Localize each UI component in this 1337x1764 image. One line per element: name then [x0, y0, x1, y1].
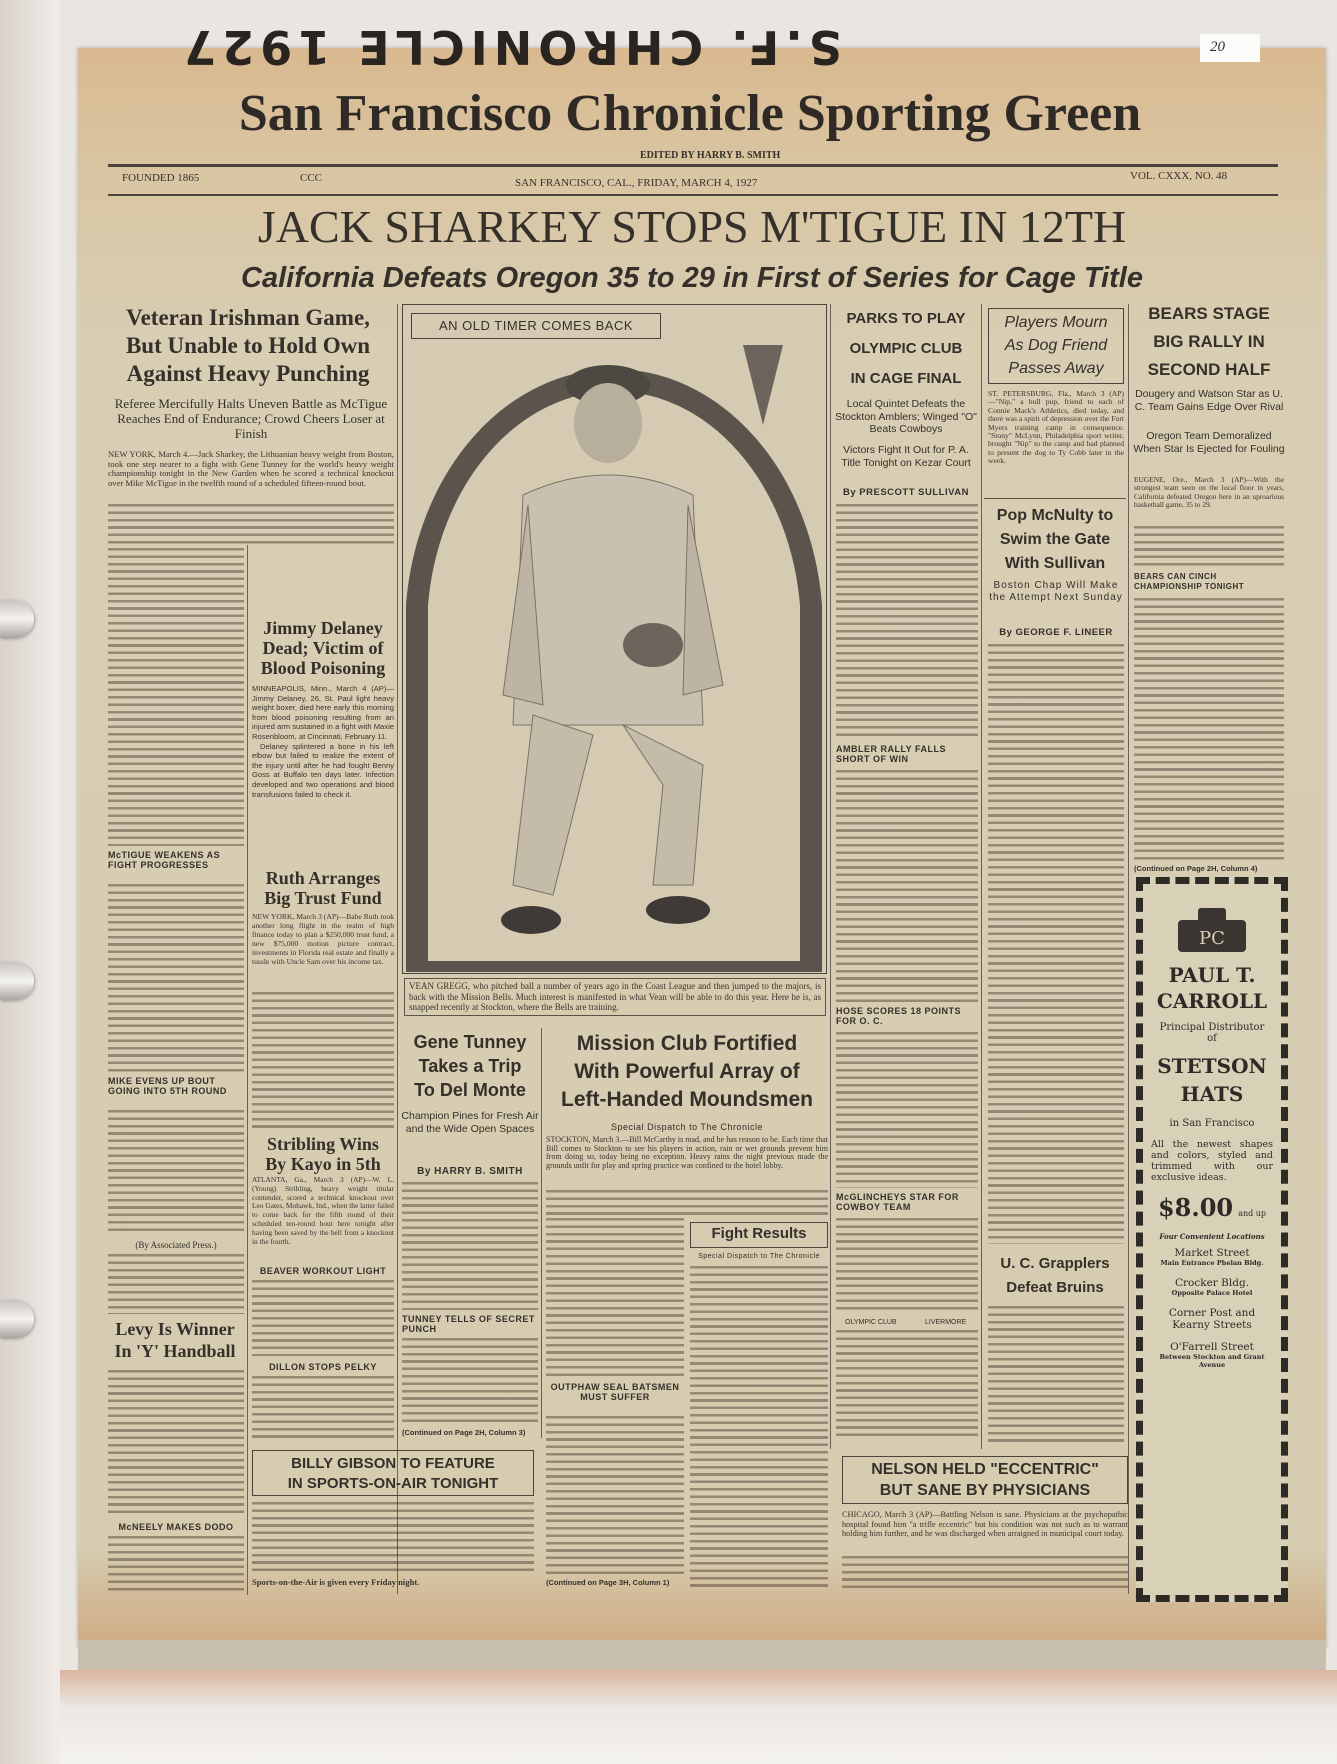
- bears-body-text: [1134, 598, 1284, 860]
- tunney-subhead: TUNNEY TELLS OF SECRET PUNCH: [402, 1314, 535, 1334]
- ruth-body: NEW YORK, March 3 (AP)—Babe Ruth took another long flight in the realm of high finance today to plan a $250,000 trust fund, a new $75,000 motion picture contract, investments in Florida real estate and finally a tussle with Uncle Sam over his income tax.: [252, 912, 394, 966]
- headline-line: U. C. Grapplers: [1000, 1255, 1110, 1272]
- mission-body-text: [546, 1190, 828, 1216]
- fight-results-dispatch: Special Dispatch to The Chronicle: [698, 1253, 820, 1260]
- sharkey-subhead: McTIGUE WEAKENS AS FIGHT PROGRESSES: [108, 850, 221, 870]
- headline-line: Blood Poisoning: [260, 658, 386, 678]
- beaver-body-text: [252, 1280, 394, 1356]
- mission-headline: [544, 1030, 830, 1114]
- ruth-headline: [250, 868, 396, 908]
- fight-results-box: Fight Results: [690, 1222, 828, 1248]
- column-rule: [247, 545, 248, 1595]
- volume-label: VOL. CXXX, NO. 48: [1130, 170, 1228, 182]
- delaney-headline: [250, 618, 396, 678]
- ad-name-line: CARROLL: [1156, 989, 1268, 1013]
- ad-location-name: Crocker Bldg.: [1174, 1277, 1250, 1289]
- bears-subhead: BEARS CAN CINCH CHAMPIONSHIP TONIGHT: [1134, 572, 1245, 591]
- parks-body-text: [836, 770, 978, 1002]
- glove: [623, 623, 683, 667]
- grapplers-headline: [984, 1252, 1126, 1300]
- headline-line: Against Heavy Punching: [126, 361, 370, 386]
- headline-line: BILLY GIBSON TO FEATURE: [291, 1455, 495, 1472]
- stetson-hats-ad: [1136, 877, 1288, 1602]
- headline-line: Defeat Bruins: [1006, 1279, 1104, 1296]
- column-rule: [1128, 304, 1129, 1594]
- headline-line: Veteran Irishman Game,: [126, 305, 370, 330]
- fight-results-text: [690, 1266, 828, 1590]
- tunney-byline: By HARRY B. SMITH: [417, 1166, 523, 1177]
- paragraph: MINNEAPOLIS, Minn., March 4 (AP)—Jimmy Delaney, 26, St. Paul light heavy weight boxer, died here early this morning from blood poisoning resulting from an injured arm sustained in a fight with Maxie Rosenbloom, at Cincinnati, February 11.: [252, 684, 394, 741]
- mourn-headline: [989, 311, 1123, 380]
- ad-location-detail: Between Stockton and Grant Avenue: [1159, 1353, 1265, 1369]
- parks-deck: Local Quintet Defeats the Stockton Amblers; Winged "O" Beats Cowboys: [835, 398, 977, 435]
- mission-body-text: [546, 1218, 684, 1378]
- headline-line: IN CAGE FINAL: [850, 370, 962, 387]
- founded-label: FOUNDED 1865: [122, 172, 200, 184]
- tunney-deck: Champion Pines for Fresh Air and the Wide Open Spaces: [401, 1110, 539, 1135]
- gibson-tail: Sports-on-the-Air is given every Friday night.: [252, 1577, 420, 1587]
- gibson-headline: [252, 1450, 534, 1496]
- photo-image: [403, 305, 825, 972]
- beaver-subhead: BEAVER WORKOUT LIGHT: [259, 1266, 387, 1276]
- bears-body-text: [1134, 526, 1284, 568]
- ad-location-detail: Main Entrance Phelan Bldg.: [1160, 1259, 1264, 1267]
- headline-line: Stribling Wins: [267, 1134, 379, 1154]
- crown-logo-icon: [1172, 904, 1252, 956]
- main-headline: JACK SHARKEY STOPS M'TIGUE IN 12TH: [257, 201, 1127, 252]
- stribling-body: ATLANTA, Ga., March 3 (AP)—W. L. (Young) Stribling, heavy weight titular contender, scored a technical knockout over Leo Gates, Mohawk, Ind., when the latter failed to come back for the fifth round of their scheduled ten-round bout here tonight after having been saved by the bell from a knockout in the fourth.: [252, 1175, 394, 1246]
- ad-price: $8.00: [1157, 1193, 1234, 1222]
- nelson-body-text: [842, 1556, 1128, 1588]
- mission-subhead: OUTPHAW SEAL BATSMEN MUST SUFFER: [550, 1382, 680, 1402]
- mission-continued: (Continued on Page 3H, Column 1): [546, 1578, 670, 1587]
- tunney-body-text: [402, 1338, 538, 1426]
- ad-location-name: Corner Post and Kearny Streets: [1168, 1307, 1256, 1331]
- photo-caption: VEAN GREGG, who pitched ball a number of years ago in the Coast League and then jumped to the majors, is back with the Mission Bells. Much interest is manifested in what Vean will be able to do this year. Here he is, as snapped recently at Stockton, where the Bells are training.: [404, 978, 826, 1016]
- divider: [108, 164, 1278, 167]
- parks-headline: [832, 304, 980, 394]
- photo-vean-gregg: [402, 304, 827, 974]
- headline-line: To Del Monte: [414, 1080, 526, 1100]
- headline-line: Passes Away: [1008, 360, 1104, 377]
- headline-line: NELSON HELD "ECCENTRIC": [871, 1461, 1099, 1478]
- bears-lead: EUGENE, Ore., March 3 (AP)—With the strongest team seen on the local floor in years, California defeated Oregon here in an uproarious basketball game, 35 to 29.: [1134, 475, 1284, 510]
- masthead-title: San Francisco Chronicle Sporting Green: [238, 85, 1142, 142]
- tunney-continued: (Continued on Page 2H, Column 3): [402, 1428, 526, 1437]
- mourn-headline-box: [988, 308, 1124, 384]
- headline-line: But Unable to Hold Own: [125, 333, 371, 358]
- headline-line: Players Mourn: [1004, 314, 1108, 331]
- headline-line: SECOND HALF: [1147, 360, 1271, 379]
- divider: [108, 194, 1278, 196]
- headline-line: By Kayo in 5th: [265, 1154, 381, 1174]
- headline-line: BIG RALLY IN: [1153, 332, 1265, 351]
- headline-line: Left-Handed Moundsmen: [561, 1088, 813, 1111]
- ccc-label: CCC: [300, 172, 323, 184]
- gibson-body-text: [252, 1502, 534, 1576]
- m-letter-ornament: [743, 345, 783, 425]
- bears-headline: [1130, 300, 1288, 384]
- mcnulty-deck: Boston Chap Will Make the Attempt Next Sunday: [989, 580, 1123, 603]
- box-score-table: [836, 1330, 978, 1440]
- nelson-body: CHICAGO, March 3 (AP)—Battling Nelson is sane. Physicians at the psychopathic hospital found him "a trifle eccentric" but his condition was not such as to warrant holding him further, and he was discharged when arraigned in municipal court today.: [842, 1510, 1128, 1538]
- parks-subhead: HOSE SCORES 18 POINTS FOR O. C.: [836, 1006, 962, 1026]
- headline-line: Pop McNulty to: [996, 507, 1114, 524]
- headline-line: Swim the Gate: [999, 531, 1111, 548]
- sharkey-body-text: [108, 1110, 244, 1236]
- sharkey-body-text: [108, 504, 394, 544]
- bears-deck: Dougery and Watson Star as U. C. Team Gains Edge Over Rival: [1134, 388, 1284, 413]
- sharkey-headline: [100, 304, 396, 388]
- mcnulty-byline: By GEORGE F. LINEER: [999, 627, 1113, 638]
- headline-line: Levy Is Winner: [115, 1319, 235, 1339]
- headline-line: Gene Tunney: [413, 1032, 527, 1052]
- headline-line: PARKS TO PLAY: [846, 310, 966, 327]
- plastic-sleeve: [60, 1670, 1337, 1764]
- headline-line: Dead; Victim of: [262, 638, 384, 658]
- dateline: SAN FRANCISCO, CAL., FRIDAY, MARCH 4, 1927: [515, 177, 758, 189]
- ad-pitch: All the newest shapes and colors, styled and trimmed with our exclusive ideas.: [1151, 1139, 1273, 1183]
- masthead-editor: EDITED BY HARRY B. SMITH: [640, 150, 781, 161]
- parks-byline: By PRESCOTT SULLIVAN: [843, 487, 969, 498]
- ad-location-name: O'Farrell Street: [1170, 1341, 1254, 1353]
- mission-lead: STOCKTON, March 3.—Bill McCarthy is mad, and he has reason to be. Each time that Bill comes to Stockton to see his players in action, rain or wet grounds prevent him from doing so, today being no exception. Heavy rains the night previous made the grounds unfit for play and spring practice was confined to the hotel lobby.: [546, 1135, 828, 1170]
- delaney-body: [252, 684, 394, 799]
- ad-locations-title: Four Convenient Locations: [1159, 1232, 1265, 1241]
- headline-line: BEARS STAGE: [1148, 304, 1270, 323]
- subheadline: California Defeats Oregon 35 to 29 in First of Series for Cage Title: [241, 262, 1143, 294]
- mcneely-body-text: [108, 1536, 244, 1592]
- divider: [984, 498, 1126, 499]
- headline-line: BUT SANE BY PHYSICIANS: [879, 1482, 1091, 1499]
- sharkey-credit: (By Associated Press.): [135, 1240, 217, 1250]
- ad-locations: [1149, 1247, 1275, 1369]
- parks-body-text: [836, 504, 978, 740]
- ad-name-line: PAUL T.: [1168, 963, 1256, 987]
- dillon-body-text: [252, 1376, 394, 1442]
- ad-role: Principal Distributor of: [1159, 1022, 1265, 1044]
- dillon-subhead: DILLON STOPS PELKY: [269, 1362, 377, 1372]
- headline-line: Jimmy Delaney: [263, 618, 383, 638]
- headline-line: With Sullivan: [1004, 555, 1106, 572]
- parks-body-text: [836, 1032, 978, 1188]
- box-score-team: LIVERMORE: [925, 1319, 967, 1326]
- parks-subhead: McGLINCHEYS STAR FOR COWBOY TEAM: [836, 1192, 959, 1212]
- sharkey-body-text: [108, 1254, 244, 1314]
- paragraph: Delaney splintered a bone in his left elbow but failed to realize the extent of the injury until after he had fought Benny Goss at Buffalo ten days later. Infection developed and two operations and blood transfusions failed to check it.: [252, 741, 394, 799]
- headline-line: Ruth Arranges: [265, 868, 381, 888]
- ad-product-line: STETSON: [1157, 1054, 1267, 1078]
- headline-line: In 'Y' Handball: [114, 1341, 236, 1361]
- ad-name: [1149, 962, 1275, 1014]
- parks-subhead: AMBLER RALLY FALLS SHORT OF WIN: [836, 744, 947, 764]
- sharkey-body-text: [108, 548, 244, 846]
- headline-line: With Powerful Array of: [574, 1060, 800, 1083]
- headline-line: As Dog Friend: [1004, 337, 1108, 354]
- lower-page-strip: [78, 1640, 1326, 1670]
- headline-line: OLYMPIC CLUB: [849, 340, 963, 357]
- ad-where: in San Francisco: [1169, 1118, 1255, 1129]
- mcnulty-body-text: [988, 644, 1124, 1244]
- tunney-headline: [400, 1030, 540, 1102]
- ad-product-line: HATS: [1180, 1082, 1244, 1106]
- headline-line: IN SPORTS-ON-AIR TONIGHT: [287, 1475, 499, 1492]
- stribling-headline: [250, 1134, 396, 1174]
- nelson-headline: [842, 1456, 1128, 1504]
- ad-price-note: and up: [1238, 1209, 1267, 1218]
- parks-body-text: [836, 1218, 978, 1314]
- mcnulty-headline: [984, 504, 1126, 576]
- ruth-body-text: [252, 992, 394, 1128]
- bears-continued: (Continued on Page 2H, Column 4): [1134, 864, 1258, 873]
- ad-location-name: Market Street: [1174, 1247, 1250, 1259]
- sharkey-lead: NEW YORK, March 4.—Jack Sharkey, the Lithuanian heavy weight from Boston, took one step nearer to a fight with Gene Tunney for the world's heavy weight championship tonight in the New Garden when he scored a technical knockout over Mike McTigue in the twelfth round of a scheduled fifteen-round bout.: [108, 449, 394, 488]
- ad-price-row: [1149, 1193, 1275, 1222]
- sharkey-subhead: MIKE EVENS UP BOUT GOING INTO 5TH ROUND: [108, 1076, 227, 1096]
- column-rule: [541, 1028, 542, 1438]
- headline-line: Mission Club Fortified: [576, 1032, 798, 1055]
- handwritten-label: S.F. CHRONICLE 1927: [178, 20, 842, 74]
- photo-title: AN OLD TIMER COMES BACK: [411, 313, 661, 339]
- headline-line: Takes a Trip: [418, 1056, 522, 1076]
- headline-line: Big Trust Fund: [264, 888, 382, 908]
- bears-deck-2: Oregon Team Demoralized When Star Is Ejected for Fouling: [1133, 430, 1285, 455]
- levy-headline: [104, 1318, 246, 1362]
- column-rule: [981, 304, 982, 1449]
- mourn-body: ST. PETERSBURG, Fla., March 3 (AP)—"Nip," a bull pup, friend to each of Connie Mack's Athletics, died today, and there was a spirit of depression over the Fort Myers training camp in consequence. "Stony" McLynn, Philadelphia sport writer, brought "Nip" to the camp and had planned to present the dog to Ty Cobb later in the week.: [988, 389, 1124, 466]
- svg-text:PC: PC: [1199, 928, 1225, 949]
- mcneely-subhead: McNEELY MAKES DODO: [118, 1522, 234, 1532]
- parks-deck-2: Victors Fight It Out for P. A. Title Tonight on Kezar Court: [841, 444, 971, 469]
- ad-product: [1149, 1052, 1275, 1108]
- box-score-team: OLYMPIC CLUB: [845, 1319, 897, 1326]
- tunney-body-text: [402, 1182, 538, 1310]
- binder-edge: [0, 0, 60, 1764]
- price-tag: 20: [1200, 34, 1260, 62]
- sharkey-deck: Referee Mercifully Halts Uneven Battle as McTigue Reaches End of Endurance; Crowd Cheers Loser at Finish: [114, 396, 388, 441]
- column-rule: [397, 304, 398, 1594]
- mission-dispatch: Special Dispatch to The Chronicle: [611, 1122, 763, 1132]
- grapplers-body-text: [988, 1306, 1124, 1442]
- sharkey-body-text: [108, 884, 244, 1072]
- levy-body-text: [108, 1370, 244, 1516]
- column-rule: [830, 304, 831, 1449]
- mission-body-text: [546, 1416, 684, 1576]
- ad-location-detail: Opposite Palace Hotel: [1171, 1289, 1253, 1297]
